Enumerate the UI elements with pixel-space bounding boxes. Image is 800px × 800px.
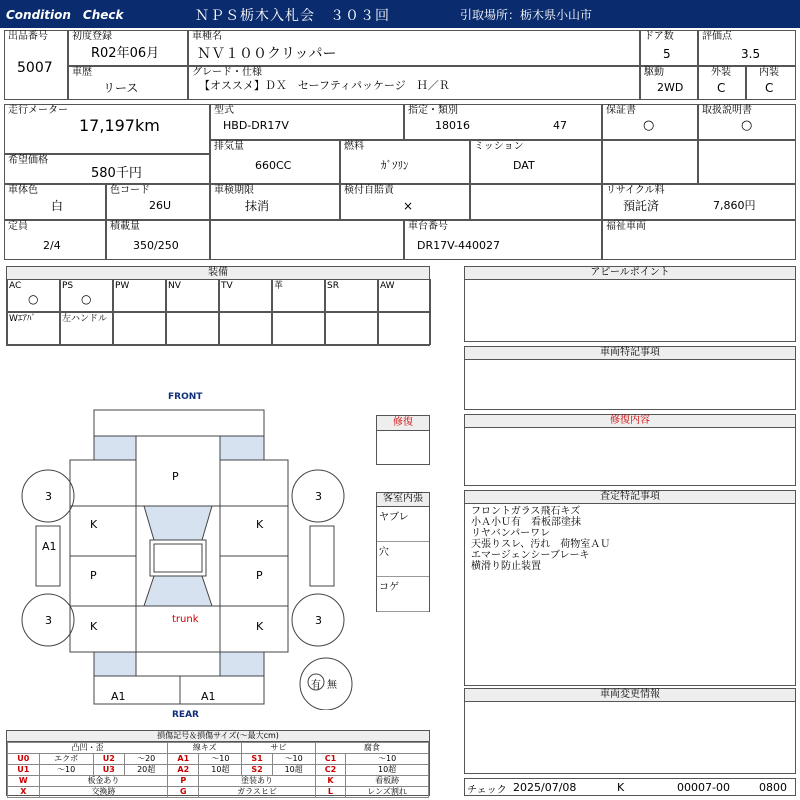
- check-date: 2025/07/08: [513, 781, 577, 794]
- recycle-fee: 7,860円: [713, 199, 756, 212]
- fuel: ｶﾞｿﾘﾝ: [381, 159, 409, 172]
- change-panel: [464, 688, 796, 774]
- legend-desc: レンズ割れ: [346, 787, 429, 798]
- legend-code: S1: [242, 754, 272, 765]
- equipment-label: AC: [9, 281, 22, 291]
- color-cell: 車体色 白: [4, 184, 106, 220]
- legend-code: P: [168, 776, 199, 787]
- history-cell: 車歴 リース: [68, 66, 188, 100]
- score: 3.5: [741, 47, 761, 61]
- inspector: K: [617, 781, 625, 794]
- legend-desc: エクボ: [39, 754, 93, 765]
- trunk-label: trunk: [172, 614, 199, 625]
- check-label: チェック: [467, 785, 507, 796]
- cert-type: 47: [553, 119, 567, 132]
- legend-desc: 20超: [125, 765, 168, 776]
- cert-cell: 指定・類別 18016 47: [404, 104, 602, 140]
- equipment-item: [166, 312, 219, 345]
- inspection-note-panel: [464, 490, 796, 686]
- tire-rr: 3: [315, 614, 322, 627]
- mark-k-left-2: K: [90, 620, 98, 633]
- blank-mid-2: [210, 220, 404, 260]
- interior-box: [376, 492, 430, 612]
- mission: DAT: [513, 159, 535, 172]
- legend-code: W: [8, 776, 40, 787]
- equipment-item: [7, 279, 60, 312]
- appeal-panel: [464, 266, 796, 342]
- blank-right-1: [602, 140, 698, 184]
- warranty-cell: 保証書 ○: [602, 104, 698, 140]
- insurance-cell: 検付自賠責 ×: [340, 184, 470, 220]
- front-label: FRONT: [168, 392, 203, 402]
- load: 350/250: [133, 239, 179, 252]
- equipment-item: [219, 279, 272, 312]
- mark-p-left: P: [90, 569, 97, 582]
- spare-no: 無: [327, 680, 337, 691]
- drive-cell: 駆動 2WD: [640, 66, 698, 100]
- legend-desc: ～10: [272, 754, 315, 765]
- equipment-mark: ○: [28, 292, 39, 306]
- equipment-label: 左ハンドル: [62, 314, 108, 324]
- legend-desc: 板金あり: [39, 776, 168, 787]
- legend-code: G: [168, 787, 199, 798]
- car-diagram: [20, 400, 360, 710]
- header-pickup: 引取場所：栃木県小山市: [460, 8, 593, 22]
- inspection-note-line: 小Ａ小Ｕ有 看板部塗抹: [471, 517, 581, 528]
- name-cell: 車種名 ＮＶ１００クリッパー: [188, 30, 640, 66]
- mark-k-left: K: [90, 518, 98, 531]
- price-cell: 希望価格 580千円: [4, 154, 210, 184]
- mission-cell: ミッション DAT: [470, 140, 602, 184]
- manual: ○: [741, 118, 753, 133]
- cap-cell: 定員 2/4: [4, 220, 106, 260]
- first-registration: R02年06月: [91, 46, 160, 61]
- legend-code: K: [315, 776, 346, 787]
- repair-box: [376, 415, 430, 465]
- capacity: 2/4: [43, 239, 61, 252]
- load-cell: 積載量 350/250: [106, 220, 210, 260]
- equipment-item: [325, 279, 378, 312]
- rear-a1-right: A1: [201, 690, 216, 703]
- equipment-item: [378, 279, 431, 312]
- equipment-item: [219, 312, 272, 345]
- mark-p-top: P: [172, 470, 179, 483]
- equipment-item: [272, 312, 325, 345]
- repair-detail-panel: [464, 414, 796, 486]
- lot-number: 5007: [17, 60, 53, 76]
- legend-col-head: サビ: [242, 743, 315, 754]
- legend-code: A1: [168, 754, 199, 765]
- equipment-item: [166, 279, 219, 312]
- equipment-item: [378, 312, 431, 345]
- recycle-status: 預託済: [623, 199, 660, 213]
- mark-k-right: K: [256, 518, 264, 531]
- score-cell: 評価点 3.5: [698, 30, 796, 66]
- legend-desc: ～20: [125, 754, 168, 765]
- equipment-label: 革: [274, 281, 284, 291]
- blank-mid-1: [470, 184, 602, 220]
- lot-cell: 出品番号 5007: [4, 30, 68, 100]
- cert-number: 18016: [435, 119, 470, 132]
- equipment-item: [60, 312, 113, 345]
- blank-right-2: [698, 140, 796, 184]
- equipment-item: [60, 279, 113, 312]
- color-code: 26U: [149, 199, 172, 212]
- repair-title: 修復: [377, 416, 429, 431]
- inspection-note-line: 天張りスレ、汚れ 荷物室ＡＵ: [471, 539, 611, 550]
- warranty: ○: [643, 118, 655, 133]
- equipment-title: 装備: [7, 267, 429, 280]
- recycle-cell: リサイクル料 預託済 7,860円: [602, 184, 796, 220]
- mark-p-right: P: [256, 569, 263, 582]
- drive: 2WD: [657, 81, 684, 94]
- int-cell: 内装 C: [746, 66, 796, 100]
- rear-a1-left: A1: [111, 690, 126, 703]
- welfare-cell: 福祉車両: [602, 220, 796, 260]
- legend-code: C1: [315, 754, 346, 765]
- inspection-note-line: リヤバンパーワレ: [471, 528, 551, 539]
- car-name: ＮＶ１００クリッパー: [197, 46, 337, 62]
- legend-desc: ガラスヒビ: [199, 787, 315, 798]
- inspection-note-line: フロントガラス飛石キズ: [471, 506, 581, 517]
- chassis-cell: 車台番号 DR17V-440027: [404, 220, 602, 260]
- equipment-label: PS: [62, 281, 74, 291]
- interior-title: 客室内張: [377, 493, 429, 507]
- spare-a1: A1: [42, 540, 57, 553]
- disp-cell: 排気量 660CC: [210, 140, 340, 184]
- damage-legend: [6, 730, 430, 796]
- door-cell: ドア数 5: [640, 30, 698, 66]
- interior-grade: C: [765, 81, 774, 95]
- legend-col-head: 腐食: [315, 743, 428, 754]
- equipment-item: [272, 279, 325, 312]
- legend-code: U3: [93, 765, 125, 776]
- legend-desc: 10超: [272, 765, 315, 776]
- grade: 【オススメ】ＤＸ セーフティパッケージ Ｈ／Ｒ: [199, 79, 450, 92]
- legend-code: U2: [93, 754, 125, 765]
- legend-col-head: 凸凹・歪: [8, 743, 168, 754]
- equipment-table: [6, 266, 430, 346]
- footer-bar: [464, 778, 796, 796]
- legend-code: X: [8, 787, 40, 798]
- mileage: 17,197km: [79, 116, 160, 135]
- footer-code-1: 00007-00: [677, 781, 730, 794]
- equipment-label: TV: [221, 281, 233, 291]
- legend-desc: ～10: [199, 754, 242, 765]
- insurance: ×: [403, 199, 414, 213]
- special-panel: [464, 346, 796, 410]
- footer-code-2: 0800: [759, 781, 787, 794]
- model: HBD-DR17V: [223, 119, 289, 132]
- header-bar: [0, 0, 800, 28]
- model-cell: 型式 HBD-DR17V: [210, 104, 404, 140]
- legend-code: U1: [8, 765, 40, 776]
- price: 580千円: [91, 166, 142, 181]
- header-left: Condition Check: [6, 8, 124, 22]
- equipment-item: [113, 279, 166, 312]
- tire-rl: 3: [45, 614, 52, 627]
- equipment-item: [7, 312, 60, 345]
- chassis-number: DR17V-440027: [417, 239, 500, 252]
- legend-desc: 10超: [346, 765, 429, 776]
- inspection: 抹消: [245, 199, 270, 213]
- legend-desc: 交換跡: [39, 787, 168, 798]
- body-color: 白: [51, 199, 64, 213]
- legend-desc: 塗装あり: [199, 776, 315, 787]
- manual-cell: 取扱説明書 ○: [698, 104, 796, 140]
- displacement: 660CC: [255, 159, 292, 172]
- inspection-note-line: エマージェンシーブレーキ: [471, 550, 590, 561]
- tire-fl: 3: [45, 490, 52, 503]
- interior-item: ヤブレ: [377, 507, 429, 542]
- equipment-item: [325, 312, 378, 345]
- equipment-mark: ○: [81, 292, 92, 306]
- equipment-item: [113, 312, 166, 345]
- spare-yes: 有: [311, 680, 321, 691]
- appeal-title: アピールポイント: [465, 267, 795, 280]
- legend-code: L: [315, 787, 346, 798]
- inspection-note-title: 査定特記事項: [465, 491, 795, 504]
- legend-desc: 10超: [199, 765, 242, 776]
- legend-desc: ～10: [346, 754, 429, 765]
- legend-code: S2: [242, 765, 272, 776]
- legend-title: 損傷記号＆損傷サイズ(～最大cm): [7, 731, 429, 742]
- repair-detail-title: 修復内容: [465, 415, 795, 428]
- special-title: 車両特記事項: [465, 347, 795, 360]
- rear-label: REAR: [172, 710, 199, 720]
- inspect-cell: 車検期限 抹消: [210, 184, 340, 220]
- equipment-label: SR: [327, 281, 339, 291]
- mileage-cell: 走行メーター 17,197km: [4, 104, 210, 154]
- reg-cell: 初度登録 R02年06月: [68, 30, 188, 66]
- header-title: ＮＰＳ栃木入札会 ３０３回: [195, 8, 390, 24]
- legend-code: A2: [168, 765, 199, 776]
- ccode-cell: 色コード 26U: [106, 184, 210, 220]
- mark-k-right-2: K: [256, 620, 264, 633]
- legend-desc: 看板跡: [346, 776, 429, 787]
- equipment-label: Wｴｱﾊﾞ: [9, 314, 36, 324]
- change-title: 車両変更情報: [465, 689, 795, 702]
- legend-desc: ～10: [39, 765, 93, 776]
- grade-cell: グレード・仕様 【オススメ】ＤＸ セーフティパッケージ Ｈ／Ｒ: [188, 66, 640, 100]
- equipment-label: AW: [380, 281, 395, 291]
- inspection-note-line: 横滑り防止装置: [471, 561, 541, 572]
- equipment-label: PW: [115, 281, 130, 291]
- equipment-label: NV: [168, 281, 181, 291]
- legend-col-head: 線キズ: [168, 743, 242, 754]
- tire-fr: 3: [315, 490, 322, 503]
- exterior-grade: C: [717, 81, 726, 95]
- legend-code: U0: [8, 754, 40, 765]
- ext-cell: 外装 C: [698, 66, 746, 100]
- fuel-cell: 燃料 ｶﾞｿﾘﾝ: [340, 140, 470, 184]
- door-count: 5: [663, 47, 671, 61]
- legend-code: C2: [315, 765, 346, 776]
- interior-item: コゲ: [377, 577, 429, 612]
- history: リース: [103, 81, 139, 95]
- interior-item: 穴: [377, 542, 429, 577]
